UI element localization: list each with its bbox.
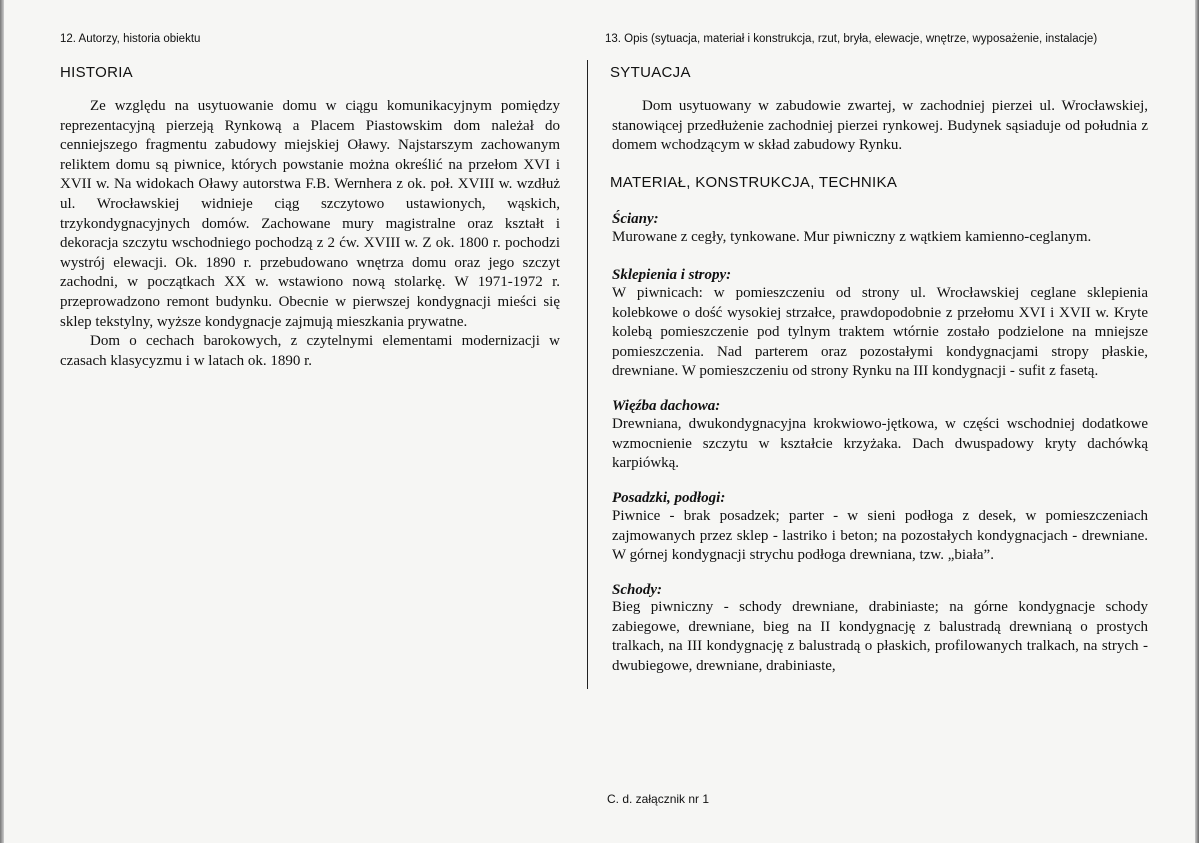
floors-text: Piwnice - brak posadzek; parter - w sieni podłoga z desek, w pomieszczeniach zajmowanych przez sklep - lastriko i beton; na pozostałych kondygnacjach - drewniane. W górnej kondygnacji strychu podłoga drewniana, tzw. „biała”.	[612, 508, 1148, 564]
stairs-text: Bieg piwniczny - schody drewniane, drabiniaste; na górne kondygnacje schody zabiegowe, drewniane, bieg na II kondygnację z balustradą drewnianą o prostych tralkach, na III kondygnację z balustradą o płaskich, profilowanych tralkach, na strych - dwubiegowe, drewniane, drabiniaste,	[612, 599, 1148, 674]
footer-annex-note: C. d. załącznik nr 1	[607, 792, 710, 806]
section-header-description: 13. Opis (sytuacja, materiał i konstrukcja, rzut, bryła, elewacje, wnętrze, wyposażenie, instalacje)	[605, 33, 1098, 45]
subheading-vaults-ceilings: Sklepienia i stropy:	[612, 267, 732, 283]
column-divider	[587, 60, 588, 689]
situation-text	[612, 97, 1148, 156]
subheading-stairs: Schody:	[612, 582, 662, 598]
scan-edge-right	[1195, 0, 1199, 843]
walls-text: Murowane z cegły, tynkowane. Mur piwniczny z wątkiem kamienno-ceglanym.	[612, 229, 1092, 245]
heading-situation: SYTUACJA	[610, 64, 691, 81]
subheading-floors: Posadzki, podłogi:	[612, 490, 726, 506]
roof-text: Drewniana, dwukondygnacyjna krokwiowo-jętkowa, w części wschodniej dodatkowe wzmocnienie szczytu w kształcie krzyżaka. Dach dwuspadowy kryty dachówką karpiówką.	[612, 416, 1148, 472]
heading-history: HISTORIA	[60, 64, 133, 81]
subheading-roof-truss: Więźba dachowa:	[612, 398, 721, 414]
scan-edge-left	[0, 0, 4, 843]
history-paragraph-1: Ze względu na usytuowanie domu w ciągu komunikacyjnym pomiędzy reprezentacyjną pierzeją Rynkową a Placem Piastowskim dom należał do cenniejszego fragmentu zabudowy miejskiej Oławy. Najstarszym zachowanym reliktem domu są piwnice, których powstanie można określić na przełom XVI i XVII w. Na widokach Oławy autorstwa F.B. Wernhera z ok. poł. XVIII w. wzdłuż ul. Wrocławskiej widnieje ciąg szczytowo ustawionych, wąskich, trzykondygnacyjnych domów. Zachowane mury magistralne oraz kształt i dekoracja szczytu wschodniego pochodzą z 2 ćw. XVIII w. Z ok. 1800 r. pochodzi wystrój elewacji. Ok. 1890 r. przebudowano wnętrza domu oraz jego szczyt zachodni, w początkach XX w. wstawiono nową stolarkę. W 1971-1972 r. przeprowadzono remont budynku. Obecnie w pierwszej kondygnacji mieści się sklep tekstylny, wyższe kondygnacje zajmują mieszkania prywatne.	[60, 98, 560, 330]
history-paragraph-2: Dom o cechach barokowych, z czytelnymi elementami modernizacji w czasach klasycyzmu i w latach ok. 1890 r.	[60, 333, 560, 369]
section-header-authors-history: 12. Autorzy, historia obiektu	[60, 33, 201, 45]
vaults-text: W piwnicach: w pomieszczeniu od strony ul. Wrocławskiej ceglane sklepienia kolebkowe o dość wysokiej strzałce, prawdopodobnie z przełomu XVI i XVII w. Kryte kolebą pomieszczenie pod tylnym traktem wtórnie zostało podzielone na mniejsze pomieszczenia. Nad parterem oraz pozostałymi kondygnacjami stropy płaskie, drewniane. W pomieszczeniu od strony Rynku na III kondygnacji - sufit z fasetą.	[612, 285, 1148, 380]
heading-material-construction: MATERIAŁ, KONSTRUKCJA, TECHNIKA	[610, 174, 898, 191]
situation-paragraph: Dom usytuowany w zabudowie zwartej, w zachodniej pierzei ul. Wrocławskiej, stanowiącej przedłużenie zachodniej pierzei rynkowej. Budynek sąsiaduje od południa z domem wchodzącym w skład zabudowy Rynku.	[612, 98, 1148, 154]
subheading-walls: Ściany:	[612, 211, 659, 227]
history-text	[60, 97, 560, 371]
